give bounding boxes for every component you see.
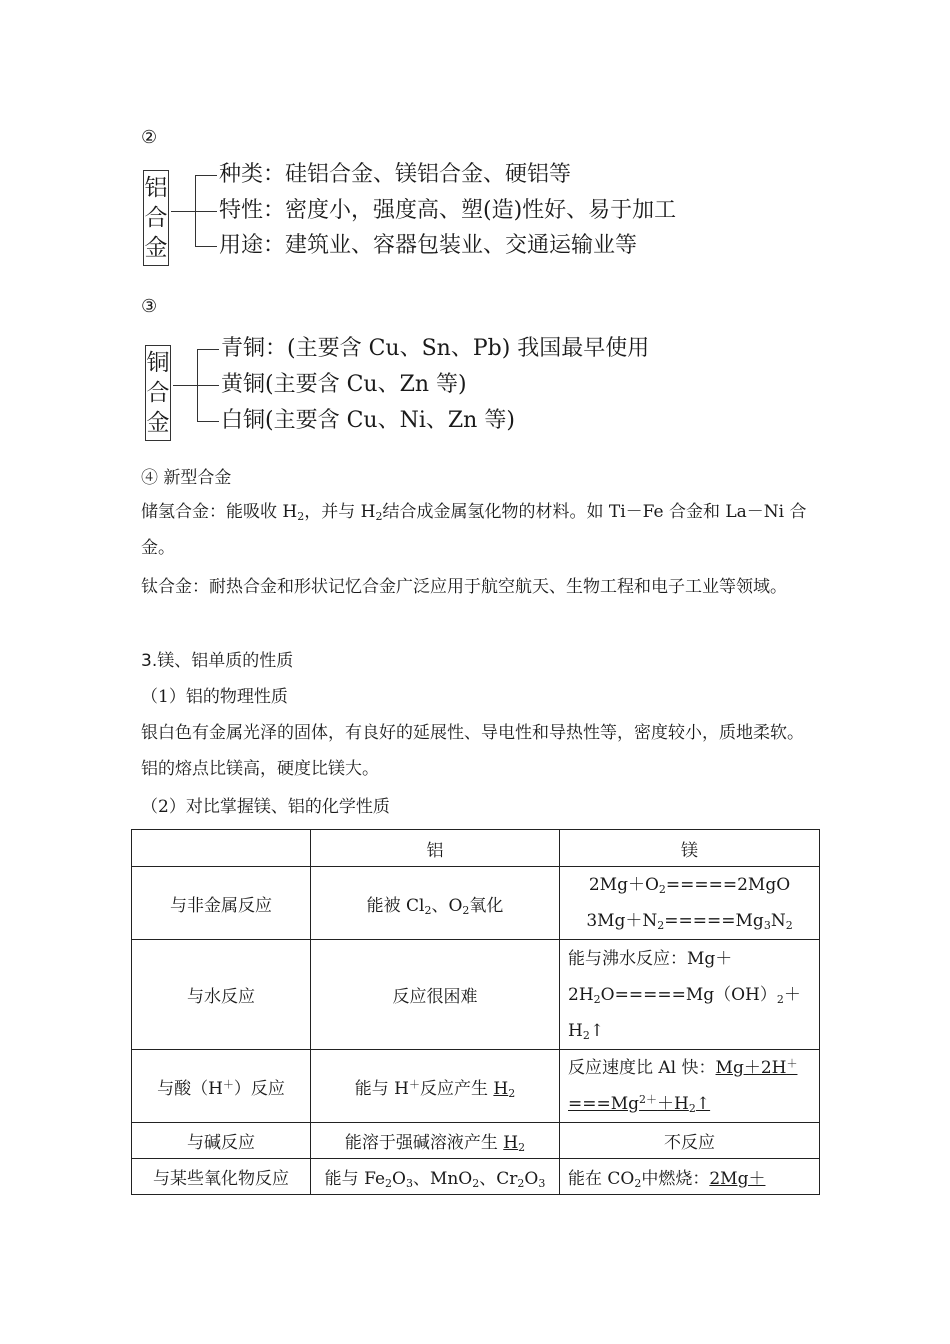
table-row: [132, 1123, 820, 1159]
subscript: 2: [517, 1177, 525, 1190]
box-char: 铜: [146, 350, 170, 376]
aluminium-alloy-box: [143, 170, 169, 266]
section-marker-2: ②: [141, 127, 158, 148]
subscript: 2: [508, 1086, 516, 1100]
subscript: 2: [582, 1028, 590, 1042]
alloy-types: 种类：硅铝合金、镁铝合金、硬铝等: [219, 162, 572, 187]
header-cell: 镁: [560, 830, 820, 867]
mg-cell: 不反应: [560, 1123, 820, 1159]
table-row: [132, 867, 820, 940]
al-cell: [311, 1050, 560, 1123]
text: N: [770, 911, 786, 931]
table-header-row: [132, 830, 820, 867]
text: O=====Mg（OH）: [600, 984, 777, 1005]
header-cell: 铝: [311, 830, 560, 867]
superscript: ＋: [409, 1077, 420, 1091]
mg-cell: [560, 1050, 820, 1123]
row-label: [132, 1050, 311, 1123]
table-row: [132, 1159, 820, 1195]
answer: [716, 1058, 798, 1078]
subscript: 2: [297, 510, 305, 523]
text: ）反应: [233, 1078, 285, 1099]
answer: [568, 1086, 811, 1122]
text: 能与沸水反应：Mg＋: [568, 948, 733, 969]
text: 能被 Cl: [366, 895, 425, 916]
text: Mg＋2H: [715, 1058, 787, 1078]
alloy-properties: 特性：密度小，强度高、塑(造)性好、易于加工: [219, 198, 677, 223]
row-label: 与碱反应: [132, 1123, 311, 1159]
branch: [195, 211, 217, 212]
box-char: 合: [146, 380, 170, 406]
mg-cell: [560, 867, 820, 940]
subscript: 2: [518, 1141, 526, 1154]
connector: [171, 211, 195, 212]
subscript: 3: [538, 1177, 546, 1190]
header-cell: [132, 830, 311, 867]
text: 储氢合金：能吸收 H: [141, 502, 298, 522]
text: 、O: [431, 895, 463, 916]
subscript: 3: [405, 1177, 413, 1190]
text: 中燃烧：: [641, 1169, 710, 1189]
row-label: 与某些氧化物反应: [132, 1159, 311, 1195]
branch: [195, 246, 217, 247]
row-label: 与水反应: [132, 940, 311, 1050]
text: H: [493, 1078, 509, 1099]
text: ，并与 H: [304, 502, 376, 522]
answer: [503, 1133, 525, 1153]
text: 反应产生: [420, 1078, 494, 1099]
text: 能与 Fe: [324, 1169, 386, 1189]
alloy-uses: 用途：建筑业、容器包装业、交通运输业等: [219, 233, 638, 258]
answer: [493, 1079, 515, 1099]
section-heading-mg-al: 3.镁、铝单质的性质: [141, 651, 294, 671]
text: 能溶于强碱溶液产生: [344, 1133, 504, 1153]
box-char: 铝: [144, 175, 168, 201]
text: H: [503, 1133, 519, 1153]
connector: [173, 385, 197, 386]
subscript: 2: [375, 510, 383, 523]
equation: [568, 977, 811, 1013]
branch: [197, 349, 219, 350]
equation: [568, 867, 811, 903]
text: ===Mg: [568, 1094, 640, 1114]
subscript: 2: [424, 903, 432, 917]
physical-properties-paragraph: 银白色有金属光泽的固体，有良好的延展性、导电性和导热性等，密度较小，质地柔软。铝的熔点比镁高，硬度比镁大。: [141, 723, 804, 779]
mg-cell: [560, 1159, 820, 1195]
al-cell: [311, 867, 560, 940]
subheading-physical: （1）铝的物理性质: [141, 687, 288, 707]
text: O: [524, 1169, 539, 1189]
text: =====Mg: [664, 911, 764, 931]
text: 结合成金属氢化物的材料。如 Ti－Fe 合金和 La－Ni 合金。: [141, 502, 807, 558]
subscript: 2: [462, 903, 470, 917]
table-row: [132, 1050, 820, 1123]
text: 2Mg＋O: [588, 875, 659, 895]
equation: [568, 1013, 811, 1049]
subscript: 2: [593, 992, 601, 1006]
subscript: 2: [785, 919, 793, 932]
text: H: [568, 1020, 583, 1041]
branch: [195, 175, 217, 176]
text: ↑: [589, 1020, 605, 1041]
brass: 黄铜(主要含 Cu、Zn 等): [221, 372, 467, 397]
text: ↑: [695, 1094, 711, 1114]
hydrogen-storage-paragraph: [141, 494, 813, 566]
al-cell: 反应很困难: [311, 940, 560, 1050]
text-line: [568, 1050, 811, 1086]
cupronickel: 白铜(主要含 Cu、Ni、Zn 等): [221, 408, 515, 433]
superscript: 2＋: [639, 1093, 658, 1106]
box-char: 金: [146, 410, 170, 436]
bronze: 青铜：(主要含 Cu、Sn、Pb) 我国最早使用: [221, 336, 650, 361]
subscript: 2: [657, 919, 665, 932]
text: 、MnO: [412, 1169, 473, 1189]
branch: [197, 421, 219, 422]
superscript: ＋: [222, 1077, 234, 1091]
answer: 2Mg＋: [709, 1169, 766, 1189]
section-heading-new-alloys: ④ 新型合金: [141, 468, 232, 488]
text: 能在 CO: [568, 1169, 635, 1189]
branch: [197, 385, 219, 386]
text: O: [392, 1169, 406, 1189]
text: 能与 H: [354, 1078, 409, 1099]
text: 与酸（H: [157, 1078, 223, 1099]
row-label: 与非金属反应: [132, 867, 311, 940]
text: 2H: [568, 984, 594, 1005]
al-cell: [311, 1159, 560, 1195]
comparison-table: [131, 829, 820, 1195]
text: 氧化: [469, 895, 504, 916]
equation: [568, 903, 811, 939]
section-marker-3: ③: [141, 296, 158, 317]
text: 3Mg＋N: [586, 911, 658, 931]
subscript: 2: [658, 883, 666, 896]
superscript: ＋: [786, 1057, 798, 1070]
subscript: 2: [472, 1177, 480, 1190]
text: 反应速度比 Al 快：: [568, 1058, 716, 1078]
al-cell: [311, 1123, 560, 1159]
copper-alloy-box: [145, 345, 171, 441]
subscript: 2: [634, 1177, 642, 1190]
box-char: 合: [144, 205, 168, 231]
mg-cell: [560, 940, 820, 1050]
subheading-chemical: （2）对比掌握镁、铝的化学性质: [141, 797, 390, 817]
titanium-alloy-paragraph: 钛合金：耐热合金和形状记忆合金广泛应用于航空航天、生物工程和电子工业等领域。: [141, 577, 787, 597]
text: =====2MgO: [665, 875, 791, 895]
text: ＋H: [657, 1094, 689, 1114]
subscript: 3: [763, 919, 771, 932]
subscript: 2: [385, 1177, 393, 1190]
subscript: 2: [688, 1102, 696, 1115]
text: 、Cr: [479, 1169, 518, 1189]
text: ＋: [783, 984, 801, 1005]
subscript: 2: [776, 992, 784, 1006]
table-row: [132, 940, 820, 1050]
box-char: 金: [144, 235, 168, 261]
